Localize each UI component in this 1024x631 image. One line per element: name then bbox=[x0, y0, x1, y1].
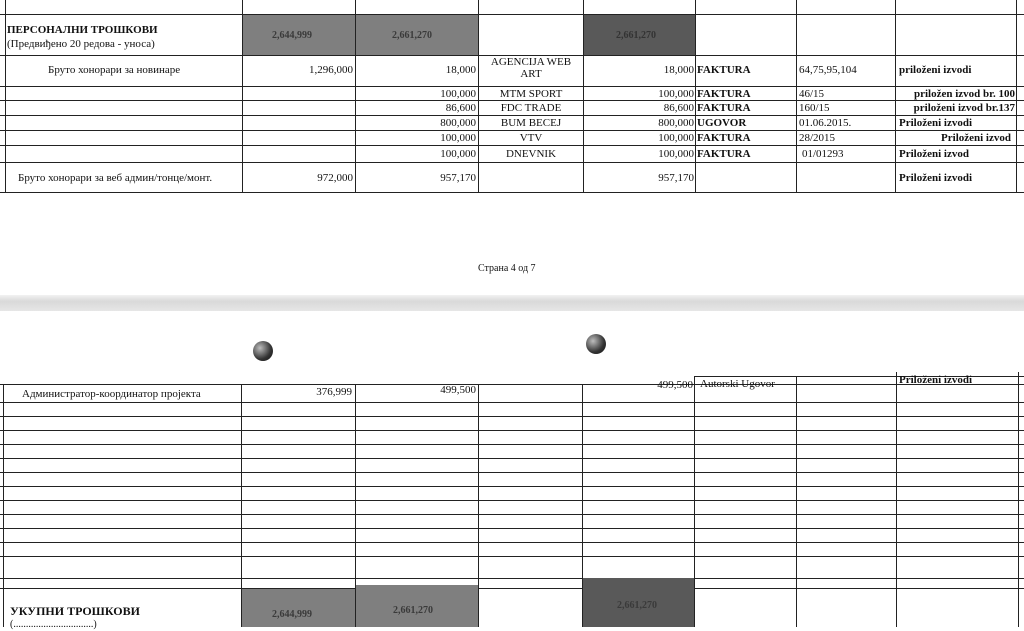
row-doc: FAKTURA bbox=[697, 102, 751, 114]
row-amount: 100,000 bbox=[658, 88, 694, 100]
table-rule bbox=[0, 472, 1024, 473]
row-ref: 01/01293 bbox=[802, 148, 844, 160]
row-spent: 86,600 bbox=[445, 102, 476, 114]
total-amount-value: 2,661,270 bbox=[616, 30, 656, 41]
total-planned-value: 2,644,999 bbox=[272, 30, 312, 41]
row-proof: Priloženi izvod bbox=[941, 132, 1011, 144]
grand-total-spent: 2,661,270 bbox=[393, 605, 433, 616]
row-spent: 957,170 bbox=[440, 172, 476, 184]
row-label: Администратор-координатор пројекта bbox=[22, 388, 201, 400]
row-proof: priloženi izvod br.137 bbox=[913, 102, 1015, 114]
table-rule bbox=[0, 430, 1024, 431]
row-spent: 18,000 bbox=[445, 64, 476, 76]
row-doc: FAKTURA bbox=[697, 88, 751, 100]
punch-hole-icon bbox=[586, 334, 606, 354]
row-ref: 28/2015 bbox=[799, 132, 836, 144]
row-doc: FAKTURA bbox=[697, 148, 751, 160]
table-rule bbox=[0, 130, 1024, 131]
table-rule bbox=[0, 514, 1024, 515]
row-amount: 800,000 bbox=[658, 117, 694, 129]
table-rule bbox=[0, 14, 1024, 15]
row-amount: 957,170 bbox=[658, 172, 694, 184]
row-spent: 100,000 bbox=[440, 132, 476, 144]
page-separator bbox=[0, 295, 1024, 311]
total-spent-value: 2,661,270 bbox=[392, 30, 432, 41]
row-proof: Priloženi izvodi bbox=[899, 172, 973, 184]
row-label: Бруто хонорари за новинаре bbox=[48, 64, 181, 76]
table-rule bbox=[0, 486, 1024, 487]
page-number: Страна 4 од 7 bbox=[478, 263, 536, 274]
row-doc: Autorski Ugovor bbox=[700, 378, 775, 390]
row-amount: 18,000 bbox=[663, 64, 694, 76]
table-rule bbox=[0, 578, 1024, 579]
row-doc: FAKTURA bbox=[697, 132, 751, 144]
table-rule bbox=[0, 384, 1024, 385]
table-rule bbox=[694, 376, 1024, 377]
row-proof: Priloženi izvodi bbox=[899, 117, 973, 129]
table-rule bbox=[0, 444, 1024, 445]
row-planned: 972,000 bbox=[317, 172, 353, 184]
row-doc: UGOVOR bbox=[697, 117, 747, 129]
grand-total-planned: 2,644,999 bbox=[272, 609, 312, 620]
row-vendor: AGENCIJA WEB ART bbox=[490, 56, 572, 80]
row-ref: 64,75,95,104 bbox=[799, 64, 857, 76]
table-rule bbox=[0, 556, 1024, 557]
table-rule bbox=[478, 0, 479, 193]
row-ref: 01.06.2015. bbox=[799, 117, 852, 129]
table-rule bbox=[0, 458, 1024, 459]
table-rule bbox=[0, 500, 1024, 501]
table-rule bbox=[695, 0, 696, 193]
table-rule bbox=[1018, 372, 1019, 627]
table-rule bbox=[895, 0, 896, 193]
row-doc: FAKTURA bbox=[697, 64, 751, 76]
table-rule bbox=[478, 384, 479, 627]
table-rule bbox=[0, 542, 1024, 543]
table-rule bbox=[0, 416, 1024, 417]
section-title: ПЕРСОНАЛНИ ТРОШКОВИ bbox=[7, 24, 158, 36]
table-rule bbox=[0, 115, 1024, 116]
table-rule bbox=[1016, 0, 1017, 193]
row-vendor: DNEVNIK bbox=[505, 148, 557, 160]
grand-total-title: УКУПНИ ТРОШКОВИ bbox=[10, 604, 140, 618]
row-amount: 499,500 bbox=[657, 379, 693, 391]
table-rule bbox=[5, 0, 6, 193]
table-rule bbox=[896, 372, 897, 627]
row-spent: 100,000 bbox=[440, 88, 476, 100]
row-amount: 100,000 bbox=[658, 148, 694, 160]
table-rule bbox=[0, 100, 1024, 101]
row-planned: 376,999 bbox=[316, 386, 352, 398]
row-ref: 160/15 bbox=[799, 102, 830, 114]
row-ref: 46/15 bbox=[799, 88, 825, 100]
row-proof: priložen izvod br. 100 bbox=[913, 88, 1015, 100]
row-vendor: VTV bbox=[519, 132, 543, 144]
table-rule bbox=[0, 145, 1024, 146]
row-spent: 800,000 bbox=[440, 117, 476, 129]
table-rule bbox=[796, 0, 797, 193]
section-subtitle: (Предвиђено 20 редова - уноса) bbox=[7, 38, 155, 50]
table-rule bbox=[0, 192, 1024, 193]
row-spent: 100,000 bbox=[440, 148, 476, 160]
grand-total-cell-planned bbox=[242, 589, 355, 627]
table-rule bbox=[0, 588, 1024, 589]
row-proof: Priloženi izvod bbox=[899, 148, 969, 160]
row-label: Бруто хонорари за веб админ/тонце/монт. bbox=[18, 172, 213, 184]
table-rule bbox=[0, 86, 1024, 87]
row-amount: 100,000 bbox=[658, 132, 694, 144]
table-rule bbox=[3, 384, 4, 627]
row-planned: 1,296,000 bbox=[309, 64, 353, 76]
table-rule bbox=[0, 402, 1024, 403]
table-rule bbox=[0, 162, 1024, 163]
row-spent: 499,500 bbox=[440, 384, 476, 396]
punch-hole-icon bbox=[253, 341, 273, 361]
table-rule bbox=[694, 376, 695, 627]
table-rule bbox=[796, 376, 797, 627]
table-rule bbox=[0, 528, 1024, 529]
row-vendor: BUM BECEJ bbox=[500, 117, 562, 129]
row-amount: 86,600 bbox=[663, 102, 694, 114]
grand-total-amount: 2,661,270 bbox=[617, 600, 657, 611]
row-proof: priloženi izvodi bbox=[899, 64, 972, 76]
grand-total-subtitle: (................................) bbox=[10, 619, 97, 630]
row-proof: Priloženi izvodi bbox=[899, 374, 973, 386]
row-vendor: MTM SPORT bbox=[499, 88, 563, 100]
row-vendor: FDC TRADE bbox=[500, 102, 562, 114]
